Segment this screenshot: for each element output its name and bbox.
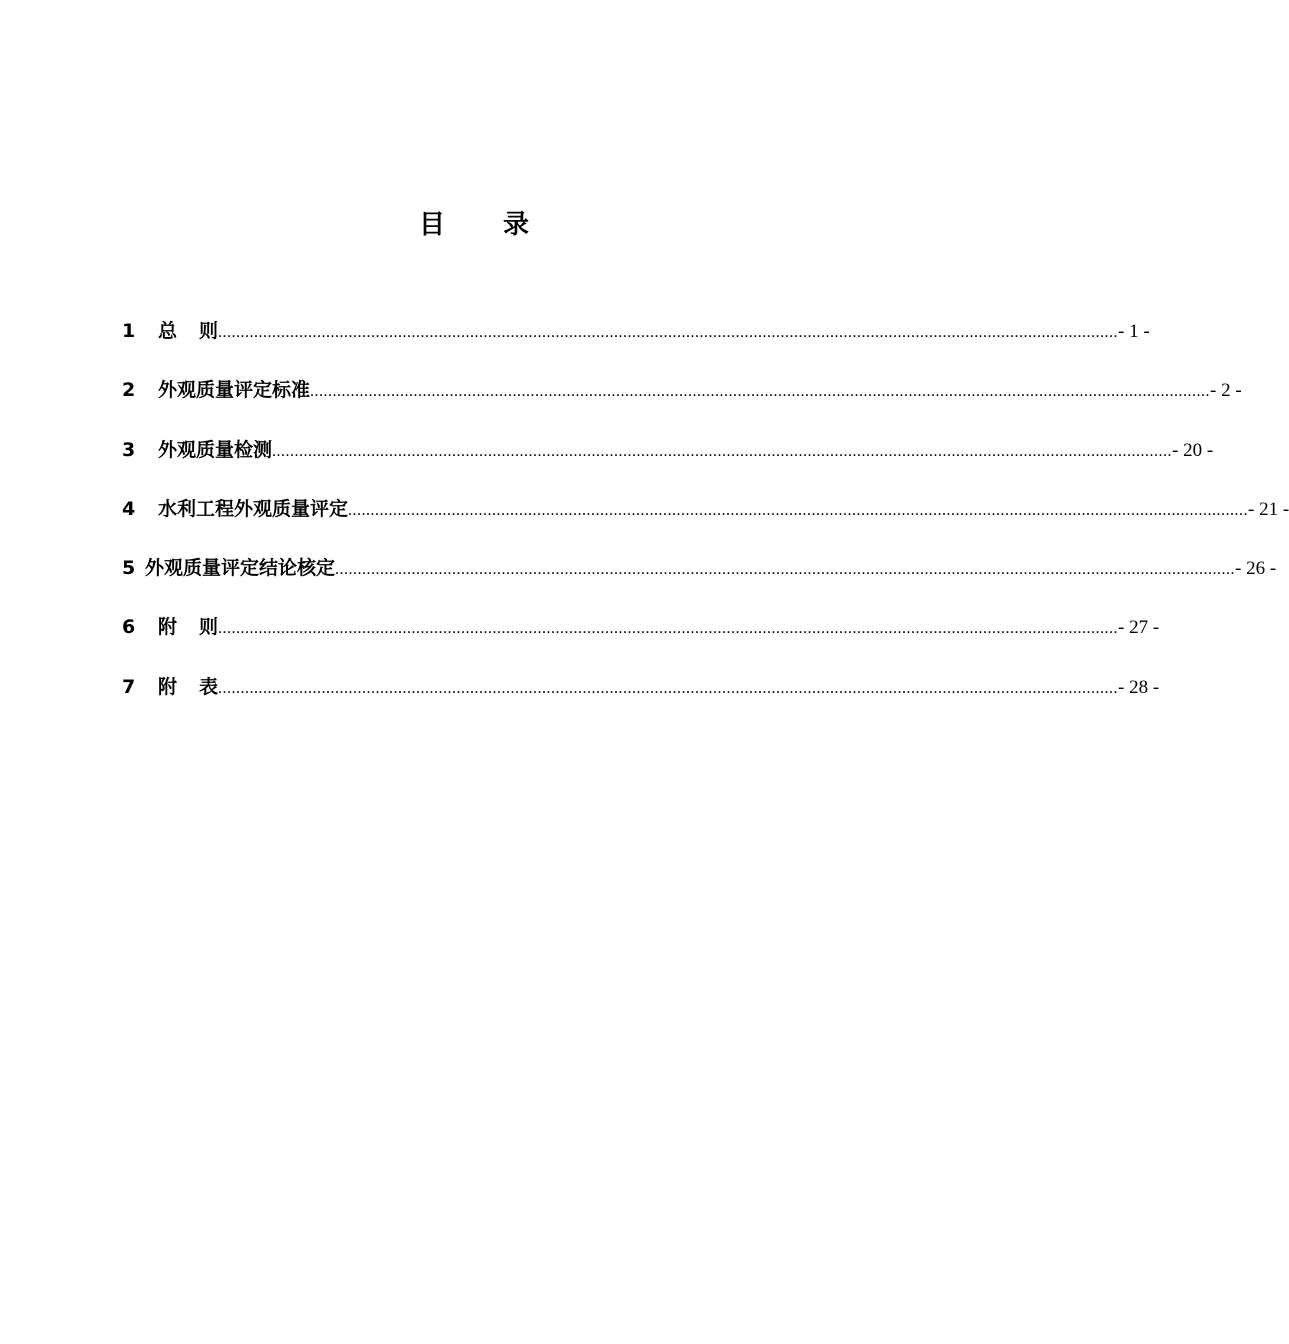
toc-title: [0, 204, 950, 241]
toc-entry-page: - 21 -: [1248, 498, 1289, 520]
toc-entry-page: - 1 -: [1118, 321, 1150, 342]
toc-entry-page: - 20 -: [1172, 439, 1214, 461]
toc-entry-number: 1: [122, 320, 136, 342]
toc-entry-number: 5: [122, 557, 136, 580]
toc-entry-label: 外观质量评定标准: [158, 379, 311, 402]
toc-leader-dots: ........................................................................................................................................................................................................: [348, 501, 1249, 519]
toc-entry-label: 附表: [158, 675, 241, 698]
toc-entry-number: 3: [122, 438, 136, 461]
toc-entry-label: 外观质量评定结论核定: [145, 557, 336, 580]
toc-entry-1[interactable]: [122, 316, 1150, 375]
toc-entry-4[interactable]: [122, 494, 1289, 553]
toc-entry-label: 附则: [158, 616, 241, 639]
toc-entry-page: - 28 -: [1118, 676, 1160, 698]
toc-leader-dots: ........................................................................................................................................................................................................: [335, 561, 1236, 579]
toc-leader-dots: ........................................................................................................................................................................................................: [218, 324, 1119, 341]
toc-entry-label: 外观质量检测: [158, 438, 273, 461]
toc-leader-dots: ........................................................................................................................................................................................................: [218, 679, 1119, 697]
toc-leader-dots: ........................................................................................................................................................................................................: [218, 620, 1119, 638]
toc-entry-number: 2: [122, 379, 136, 402]
toc-entry-label: 总则: [158, 320, 241, 342]
toc-entry-number: 7: [122, 675, 136, 698]
toc-entry-5[interactable]: [122, 553, 1277, 612]
toc-entry-label: 水利工程外观质量评定: [158, 497, 349, 520]
toc-entry-2[interactable]: [122, 375, 1242, 434]
toc-leader-dots: ........................................................................................................................................................................................................: [272, 442, 1173, 460]
toc-entry-3[interactable]: [122, 435, 1214, 494]
toc-entry-page: - 26 -: [1235, 558, 1277, 580]
toc-entry-page: - 2 -: [1210, 380, 1242, 402]
toc-entry-number: 4: [122, 497, 136, 520]
toc-entry-page: - 27 -: [1118, 617, 1160, 639]
toc-entry-6[interactable]: [122, 612, 1160, 671]
toc-title-char-1: 目: [418, 210, 447, 240]
toc-entry-number: 6: [122, 616, 136, 639]
toc-leader-dots: ........................................................................................................................................................................................................: [310, 383, 1211, 401]
toc-entry-7[interactable]: [122, 672, 1160, 731]
toc-title-char-2: 录: [503, 210, 532, 240]
table-of-contents: [122, 316, 1289, 731]
